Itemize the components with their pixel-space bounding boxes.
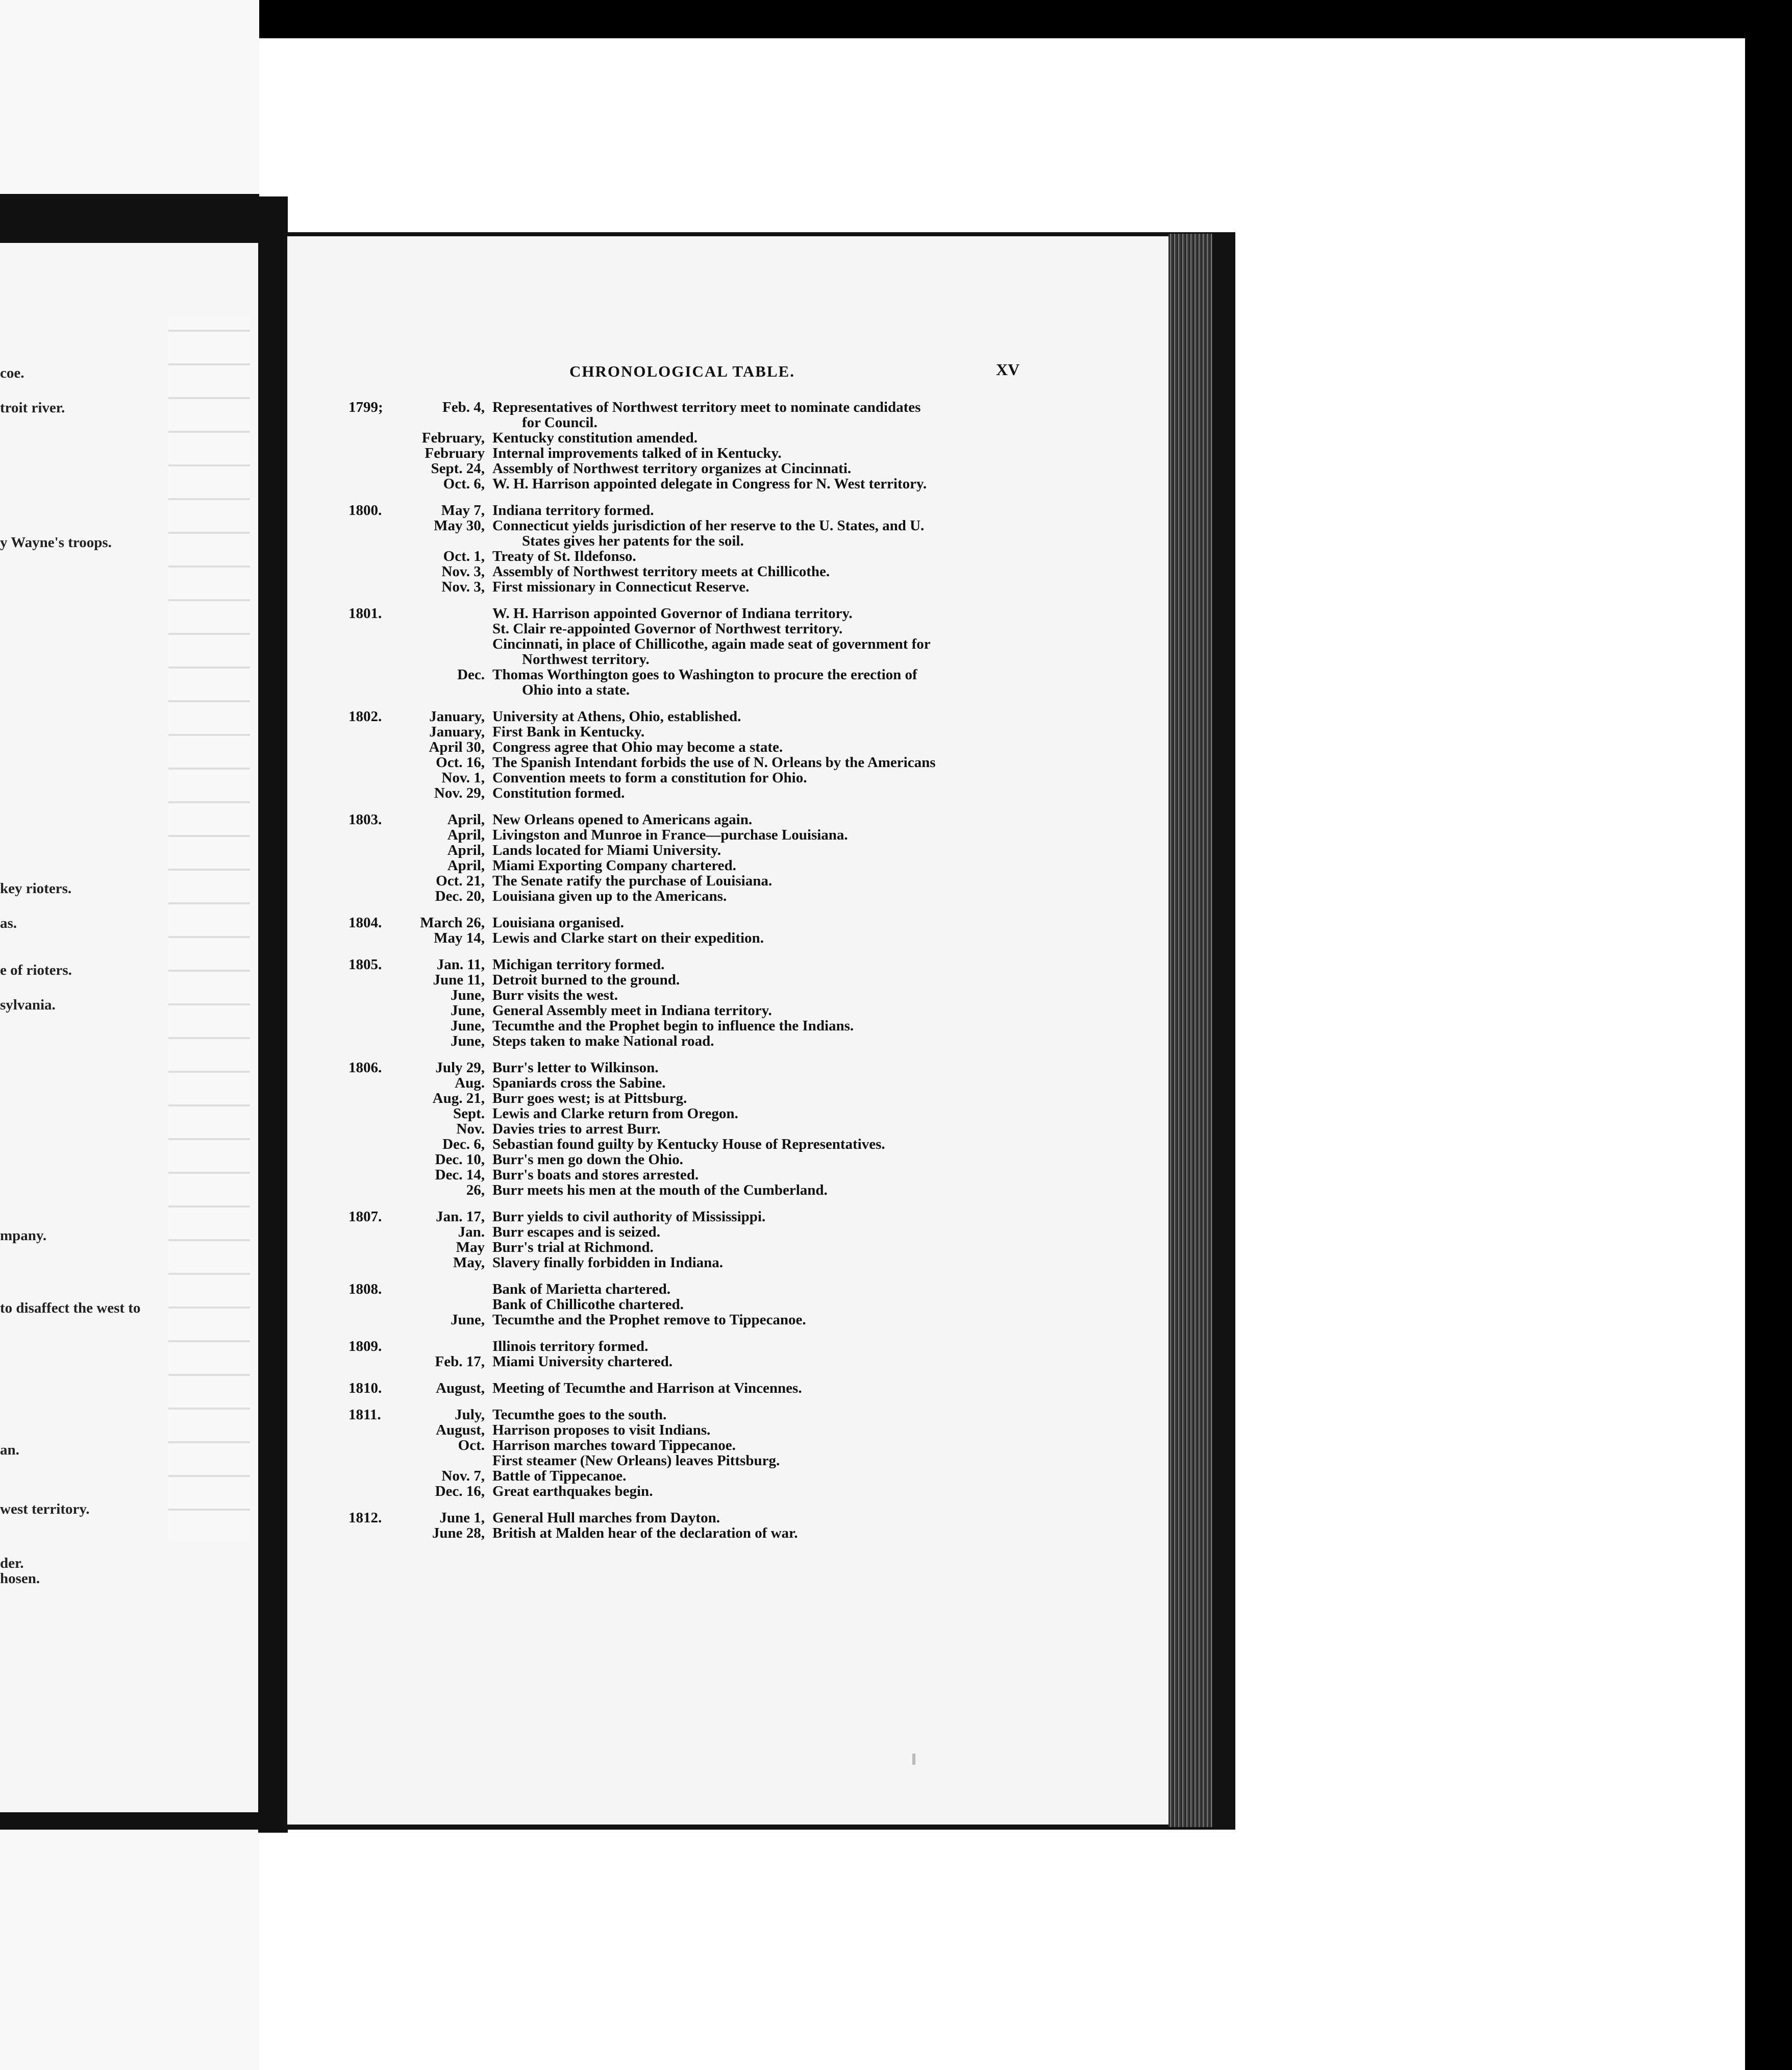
entry-event: Cincinnati, in place of Chillicothe, again made seat of government for: [492, 636, 931, 652]
entry-event: Tecumthe and the Prophet remove to Tippecanoe.: [492, 1312, 806, 1328]
left-page-fragment: sylvania.: [0, 997, 56, 1013]
entry-date: May 14,: [434, 930, 485, 946]
entry-date: Dec. 20,: [435, 888, 485, 904]
entry-event-continuation: Northwest territory.: [522, 651, 650, 668]
entry-event: Sebastian found guilty by Kentucky House of Representatives.: [492, 1136, 885, 1152]
chronology-entry: [349, 1240, 1032, 1255]
chronology-entry: [349, 1282, 1032, 1297]
entry-date: 26,: [466, 1182, 485, 1198]
chronology-entry: [349, 1060, 1032, 1075]
entry-event: Louisiana organised.: [492, 915, 624, 931]
entry-event: Harrison marches toward Tippecanoe.: [492, 1437, 736, 1453]
left-page-fragment: hosen.: [0, 1570, 40, 1587]
entry-date: Nov. 1,: [441, 770, 485, 786]
chronology-entry: [349, 1407, 1032, 1422]
chronology-entry-continuation: [349, 415, 1032, 430]
entry-event: Tecumthe and the Prophet begin to influence the Indians.: [492, 1018, 854, 1034]
entry-date: Oct. 6,: [443, 476, 485, 492]
entry-event: Burr's trial at Richmond.: [492, 1239, 654, 1255]
entry-event: Illinois territory formed.: [492, 1338, 649, 1354]
entry-event: Assembly of Northwest territory meets at Chillicothe.: [492, 563, 830, 580]
chronology-entry: [349, 1312, 1032, 1327]
entry-event: Burr's men go down the Ohio.: [492, 1151, 683, 1168]
entry-event: Treaty of St. Ildefonso.: [492, 548, 636, 564]
entry-date: July 29,: [435, 1059, 485, 1076]
entry-date: June,: [451, 987, 485, 1003]
left-page-fragment: to disaffect the west to: [0, 1300, 141, 1316]
entry-event: Representatives of Northwest territory meet to nominate candidates: [492, 399, 921, 415]
entry-event: Connecticut yields jurisdiction of her reserve to the U. States, and U.: [492, 518, 925, 534]
entry-date: Nov. 3,: [441, 563, 485, 580]
chronology-entry: [349, 843, 1032, 858]
entry-date: Dec.: [457, 667, 485, 683]
entry-date: June,: [451, 1002, 485, 1019]
chronology-entry: [349, 1468, 1032, 1484]
chronological-table: [349, 400, 1032, 1541]
entry-date: Jan. 11,: [436, 956, 485, 973]
entry-event: Miami University chartered.: [492, 1353, 673, 1370]
entry-date: April 30,: [429, 739, 485, 755]
chronology-entry: [349, 1003, 1032, 1018]
left-page-fragment: y Wayne's troops.: [0, 534, 112, 551]
entry-date: Aug. 21,: [432, 1090, 485, 1106]
entry-event: The Senate ratify the purchase of Louisiana.: [492, 873, 773, 889]
entry-date: August,: [436, 1380, 485, 1396]
chronology-entry: [349, 709, 1032, 724]
entry-date: June 28,: [432, 1525, 485, 1541]
entry-date: Feb. 4,: [442, 399, 485, 415]
entry-date: Jan. 17,: [436, 1209, 485, 1225]
chronology-entry: [349, 873, 1032, 889]
entry-event-continuation: Ohio into a state.: [522, 682, 630, 698]
chronology-entry: [349, 1121, 1032, 1137]
chronology-entry: [349, 400, 1032, 415]
entry-date: Nov. 29,: [434, 785, 485, 801]
chronology-entry-continuation: [349, 533, 1032, 549]
entry-date: March 26,: [420, 915, 485, 931]
entry-event: Constitution formed.: [492, 785, 625, 801]
entry-event: New Orleans opened to Americans again.: [492, 811, 753, 828]
chronology-entry: [349, 812, 1032, 827]
chronology-entry: [349, 930, 1032, 946]
page-header: [569, 362, 1029, 383]
chronology-entry: [349, 549, 1032, 564]
entry-event: Convention meets to form a constitution for Ohio.: [492, 770, 807, 786]
left-page-fragment: as.: [0, 915, 17, 931]
chronology-entry: [349, 988, 1032, 1003]
entry-event: British at Malden hear of the declaration of war.: [492, 1525, 798, 1541]
entry-event: The Spanish Intendant forbids the use of N. Orleans by the Americans: [492, 754, 936, 771]
chronology-entry: [349, 1075, 1032, 1091]
entry-event: Great earthquakes begin.: [492, 1483, 653, 1499]
left-page-fragment: an.: [0, 1442, 19, 1458]
entry-date: Dec. 6,: [442, 1136, 485, 1152]
entry-year: 1799;: [349, 399, 383, 415]
entry-event: Lewis and Clarke start on their expedition.: [492, 930, 764, 946]
entry-year: 1805.: [349, 956, 382, 973]
chronology-entry: [349, 755, 1032, 770]
chronology-entry: [349, 1106, 1032, 1121]
entry-event: Bank of Chillicothe chartered.: [492, 1296, 684, 1313]
chronology-entry: [349, 518, 1032, 533]
chronology-entry-continuation: [349, 652, 1032, 667]
chronology-entry: [349, 770, 1032, 785]
entry-date: Dec. 10,: [435, 1151, 485, 1168]
entry-event: W. H. Harrison appointed Governor of Indiana territory.: [492, 605, 853, 622]
chronology-entry: [349, 827, 1032, 843]
entry-event: Burr escapes and is seized.: [492, 1224, 660, 1240]
entry-event: Detroit burned to the ground.: [492, 972, 680, 988]
entry-date: Dec. 14,: [435, 1167, 485, 1183]
entry-year: 1812.: [349, 1510, 382, 1526]
chronology-entry: [349, 724, 1032, 740]
left-page: [0, 0, 259, 2070]
chronology-entry: [349, 1422, 1032, 1438]
entry-year: 1801.: [349, 605, 382, 622]
chronology-entry: [349, 1091, 1032, 1106]
entry-event: Michigan territory formed.: [492, 956, 665, 973]
chronology-entry: [349, 1484, 1032, 1499]
entry-event: Burr's boats and stores arrested.: [492, 1167, 699, 1183]
entry-event-continuation: States gives her patents for the soil.: [522, 533, 744, 549]
entry-event: Burr visits the west.: [492, 987, 618, 1003]
entry-event: University at Athens, Ohio, established.: [492, 708, 741, 725]
entry-date: June 11,: [433, 972, 485, 988]
entry-date: June,: [451, 1018, 485, 1034]
chronology-entry: [349, 446, 1032, 461]
entry-date: May 30,: [434, 518, 485, 534]
entry-year: 1811.: [349, 1407, 381, 1423]
running-title: CHRONOLOGICAL TABLE.: [569, 362, 795, 380]
entry-date: January,: [429, 724, 485, 740]
entry-event: Lewis and Clarke return from Oregon.: [492, 1105, 738, 1122]
chronology-entry: [349, 667, 1032, 682]
chronology-entry: [349, 579, 1032, 595]
chronology-entry: [349, 957, 1032, 972]
page-edges: [1168, 234, 1212, 1827]
left-page-fragment: e of rioters.: [0, 962, 72, 978]
entry-date: Sept.: [453, 1105, 485, 1122]
page-number: XV: [996, 360, 1020, 379]
chronology-entry: [349, 858, 1032, 873]
entry-event: Burr meets his men at the mouth of the Cumberland.: [492, 1182, 828, 1198]
chronology-entry: [349, 785, 1032, 801]
entry-event: Assembly of Northwest territory organizes at Cincinnati.: [492, 460, 852, 477]
entry-event: Battle of Tippecanoe.: [492, 1468, 627, 1484]
chronology-entry: [349, 430, 1032, 446]
entry-event: Livingston and Munroe in France—purchase Louisiana.: [492, 827, 848, 843]
entry-event: W. H. Harrison appointed delegate in Congress for N. West territory.: [492, 476, 927, 492]
entry-date: Oct. 1,: [443, 548, 485, 564]
chronology-entry: [349, 1438, 1032, 1453]
entry-event: First steamer (New Orleans) leaves Pittsburg.: [492, 1452, 780, 1469]
entry-date: April,: [447, 827, 485, 843]
entry-date: Aug.: [455, 1075, 485, 1091]
chronology-entry: [349, 1297, 1032, 1312]
entry-event: Kentucky constitution amended.: [492, 430, 698, 446]
entry-event: Louisiana given up to the Americans.: [492, 888, 727, 904]
left-page-fragment: der.: [0, 1555, 24, 1571]
entry-date: July,: [455, 1407, 485, 1423]
entry-date: Feb. 17,: [435, 1353, 485, 1370]
entry-date: April,: [447, 857, 485, 874]
chronology-entry: [349, 1339, 1032, 1354]
entry-event: Slavery finally forbidden in Indiana.: [492, 1254, 724, 1271]
entry-date: May 7,: [441, 502, 485, 519]
entry-date: Oct.: [458, 1437, 485, 1453]
entry-event: Burr goes west; is at Pittsburg.: [492, 1090, 687, 1106]
chronology-entry: [349, 1510, 1032, 1525]
chronology-entry: [349, 503, 1032, 518]
chronology-entry: [349, 461, 1032, 476]
chronology-entry: [349, 476, 1032, 491]
entry-date: May,: [453, 1254, 485, 1271]
entry-event: Spaniards cross the Sabine.: [492, 1075, 666, 1091]
entry-date: Nov. 3,: [441, 579, 485, 595]
entry-event: Congress agree that Ohio may become a state.: [492, 739, 783, 755]
entry-year: 1808.: [349, 1281, 382, 1297]
chronology-entry: [349, 1453, 1032, 1468]
chronology-entry: [349, 564, 1032, 579]
entry-year: 1807.: [349, 1209, 382, 1225]
chronology-entry: [349, 606, 1032, 621]
entry-date: February,: [421, 430, 485, 446]
entry-year: 1803.: [349, 811, 382, 828]
entry-date: Nov.: [456, 1121, 485, 1137]
chronology-entry: [349, 621, 1032, 636]
entry-year: 1809.: [349, 1338, 382, 1354]
chronology-entry: [349, 1033, 1032, 1049]
chronology-entry: [349, 1167, 1032, 1182]
chronology-entry: [349, 636, 1032, 652]
entry-event: Meeting of Tecumthe and Harrison at Vincennes.: [492, 1380, 802, 1396]
entry-event: Thomas Worthington goes to Washington to procure the erection of: [492, 667, 917, 683]
entry-date: April,: [447, 811, 485, 828]
chronology-entry: [349, 889, 1032, 904]
entry-date: February: [425, 445, 485, 461]
entry-event: Harrison proposes to visit Indians.: [492, 1422, 711, 1438]
chronology-entry: [349, 1525, 1032, 1541]
entry-date: Oct. 21,: [436, 873, 485, 889]
entry-year: 1800.: [349, 502, 382, 519]
entry-date: June,: [451, 1312, 485, 1328]
left-page-text-fragments: [0, 0, 259, 2070]
entry-event: St. Clair re-appointed Governor of Northwest territory.: [492, 621, 843, 637]
left-page-fragment: key rioters.: [0, 880, 72, 897]
entry-date: August,: [436, 1422, 485, 1438]
entry-date: January,: [429, 708, 485, 725]
entry-date: June,: [451, 1033, 485, 1049]
chronology-entry: [349, 1182, 1032, 1198]
entry-date: May: [456, 1239, 485, 1255]
entry-date: Jan.: [458, 1224, 485, 1240]
entry-event: Davies tries to arrest Burr.: [492, 1121, 661, 1137]
entry-date: June 1,: [439, 1510, 485, 1526]
entry-date: Nov. 7,: [441, 1468, 485, 1484]
entry-event: Lands located for Miami University.: [492, 842, 721, 858]
left-page-fragment: coe.: [0, 365, 24, 381]
chronology-entry: [349, 972, 1032, 988]
entry-date: April,: [447, 842, 485, 858]
entry-event: Tecumthe goes to the south.: [492, 1407, 667, 1423]
entry-event: Steps taken to make National road.: [492, 1033, 714, 1049]
chronology-entry: [349, 1354, 1032, 1369]
left-page-fragment: west territory.: [0, 1501, 90, 1517]
entry-event: General Hull marches from Dayton.: [492, 1510, 720, 1526]
chronology-entry: [349, 1381, 1032, 1396]
chronology-entry: [349, 1137, 1032, 1152]
entry-event: Bank of Marietta chartered.: [492, 1281, 670, 1297]
chronology-entry: [349, 915, 1032, 930]
entry-event: Indiana territory formed.: [492, 502, 654, 519]
entry-year: 1806.: [349, 1059, 382, 1076]
chronology-entry: [349, 740, 1032, 755]
entry-event: First Bank in Kentucky.: [492, 724, 645, 740]
entry-year: 1804.: [349, 915, 382, 931]
stray-mark: [912, 1754, 915, 1765]
chronology-entry: [349, 1209, 1032, 1224]
entry-date: Oct. 16,: [436, 754, 485, 771]
chronology-entry-continuation: [349, 682, 1032, 698]
left-page-fragment: mpany.: [0, 1227, 47, 1244]
left-page-fragment: troit river.: [0, 400, 65, 416]
entry-date: Dec. 16,: [435, 1483, 485, 1499]
entry-event: General Assembly meet in Indiana territory.: [492, 1002, 772, 1019]
entry-event-continuation: for Council.: [522, 414, 598, 431]
entry-event: Miami Exporting Company chartered.: [492, 857, 736, 874]
entry-event: First missionary in Connecticut Reserve.: [492, 579, 750, 595]
chronology-entry: [349, 1018, 1032, 1033]
chronology-entry: [349, 1224, 1032, 1240]
entry-year: 1810.: [349, 1380, 382, 1396]
entry-date: Sept. 24,: [431, 460, 485, 477]
entry-year: 1802.: [349, 708, 382, 725]
entry-event: Burr yields to civil authority of Mississippi.: [492, 1209, 766, 1225]
entry-event: Burr's letter to Wilkinson.: [492, 1059, 659, 1076]
chronology-entry: [349, 1255, 1032, 1270]
entry-event: Internal improvements talked of in Kentucky.: [492, 445, 782, 461]
chronology-entry: [349, 1152, 1032, 1167]
